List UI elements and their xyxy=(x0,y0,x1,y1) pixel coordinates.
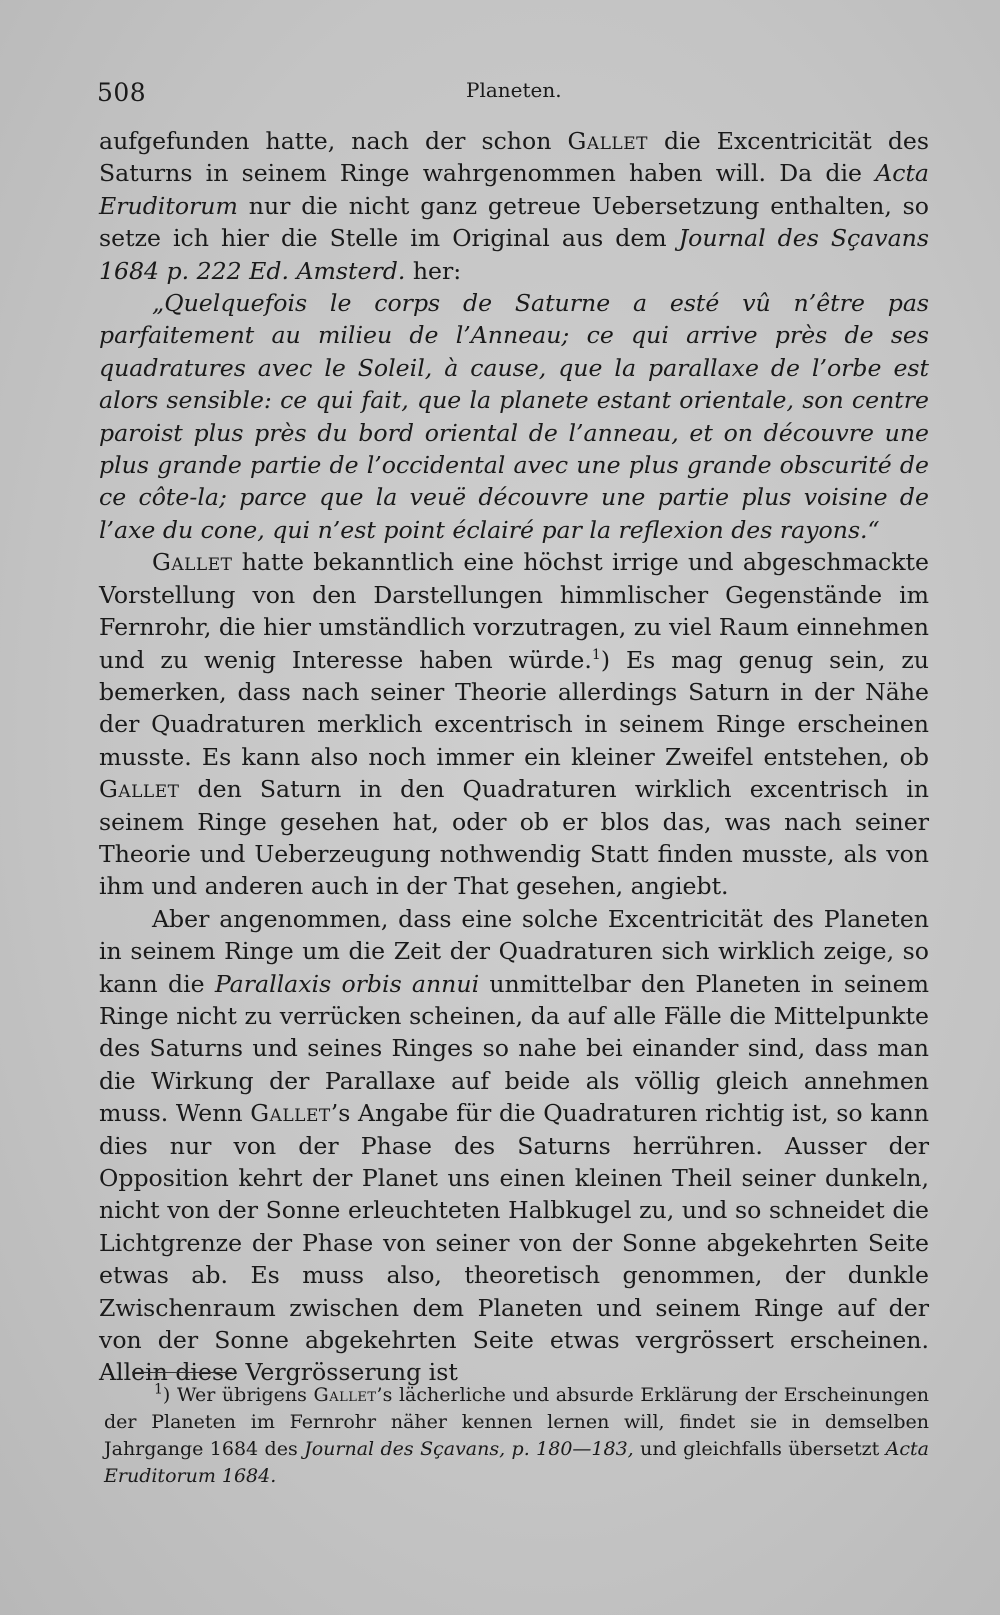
paragraph-parallax: Aber angenommen, dass eine solche Excentricität des Planeten in seinem Ringe um die Zeit der Quadraturen sich wirklich zeige, so kann die Parallaxis orbis annui unmittelbar den Planeten in seinem Ringe nicht zu verrücken scheinen, da auf alle Fälle die Mittelpunkte des Saturns und seines Ringes so nahe bei einander sind, dass man die Wirkung der Parallaxe auf beide als völlig gleich annehmen muss. Wenn Gallet’s Angabe für die Quadraturen richtig ist, so kann dies nur von der Phase des Saturns herrühren. Ausser der Opposition kehrt der Planet uns einen kleinen Theil seiner dunkeln, nicht von der Sonne erleuchteten Halbkugel zu, und so schneidet die Lichtgrenze der Phase von seiner von der Sonne abgekehrten Seite etwas ab. Es muss also, theoretisch genommen, der dunkle Zwischenraum zwischen dem Planeten und seinem Ringe auf der von der Sonne abgekehrten Seite etwas vergrössert erscheinen. Allein diese Vergrösserung ist xyxy=(99,904,930,1387)
term-parallaxis: Parallaxis orbis annui xyxy=(214,969,480,998)
page-header xyxy=(0,78,1000,118)
footnote-divider xyxy=(132,1372,232,1373)
citation-journal: Journal des Sçavans 1684 p. 222 Ed. Amsterd. xyxy=(99,224,929,285)
page-number: 508 xyxy=(97,78,147,107)
title-acta-eruditorum: Acta Eruditorum 1684. xyxy=(104,1438,929,1487)
footnote: $^1$) Wer übrigens Gallet’s lächerliche und absurde Erklärung der Erscheinungen der Planeten im Fernrohr näher kennen lernen will, findet sie in demselben Jahrgange 1684 des Journal des Sçavans, p. 180—183, und gleichfalls übersetzt Acta Eruditorum 1684. xyxy=(104,1381,929,1487)
citation-journal: Journal des Sçavans, p. 180—183, xyxy=(304,1438,634,1460)
author-name-gallet: Gallet xyxy=(313,1384,377,1406)
author-name-gallet: Gallet xyxy=(567,127,648,155)
main-text xyxy=(99,125,929,1389)
footnote-reference: 1 xyxy=(591,646,601,663)
paragraph-gallet: Gallet hatte bekanntlich eine höchst irrige und abgeschmackte Vorstellung von den Darstellungen himmlischer Gegenstände im Fernrohr, die hier umständlich vorzutragen, zu viel Raum einnehmen und zu wenig Interesse haben würde.$^1$) Es mag genug sein, zu bemerken, dass nach seiner Theorie allerdings Saturn in der Nähe der Quadraturen merklich excentrisch in seinem Ringe erscheinen musste. Es kann also noch immer ein kleiner Zweifel entstehen, ob Gallet den Saturn in den Quadraturen wirklich excentrisch in seinem Ringe gesehen hat, oder ob er blos das, was nach seiner Theorie und Ueberzeugung nothwendig Statt finden musste, als von ihm und anderen auch in der That gesehen, angiebt. xyxy=(99,548,930,901)
running-title: Planeten. xyxy=(466,78,562,102)
footnote-mark: 1 xyxy=(154,1381,163,1398)
author-name-gallet: Gallet xyxy=(152,548,233,577)
title-acta-eruditorum: Acta Eruditorum xyxy=(99,159,929,220)
paragraph-continuation: aufgefunden hatte, nach der schon Gallet die Excentricität des Saturns in seinem Ringe wahrgenommen haben will. Da die Acta Eruditorum nur die nicht ganz getreue Uebersetzung enthalten, so setze ich hier die Stelle im Original aus dem Journal des Sçavans 1684 p. 222 Ed. Amsterd. her: xyxy=(99,127,929,285)
author-name-gallet: Gallet xyxy=(250,1099,331,1128)
author-name-gallet: Gallet xyxy=(99,775,180,804)
french-quotation: „Quelquefois le corps de Saturne a esté vû n’être pas parfaitement au milieu de l’Anneau; ce qui arrive près de ses quadratures avec le Soleil, à cause, que la parallaxe de l’orbe est alors sensible: ce qui fait, que la planete estant orientale, son centre paroist plus près du bord oriental de l’anneau, et on découvre une plus grande partie de l’occidental avec une plus grande obscurité de ce côte-la; parce que la veuë découvre une partie plus voisine de l’axe du cone, qui n’est point éclairé par la reflexion des rayons.“ xyxy=(99,289,929,544)
